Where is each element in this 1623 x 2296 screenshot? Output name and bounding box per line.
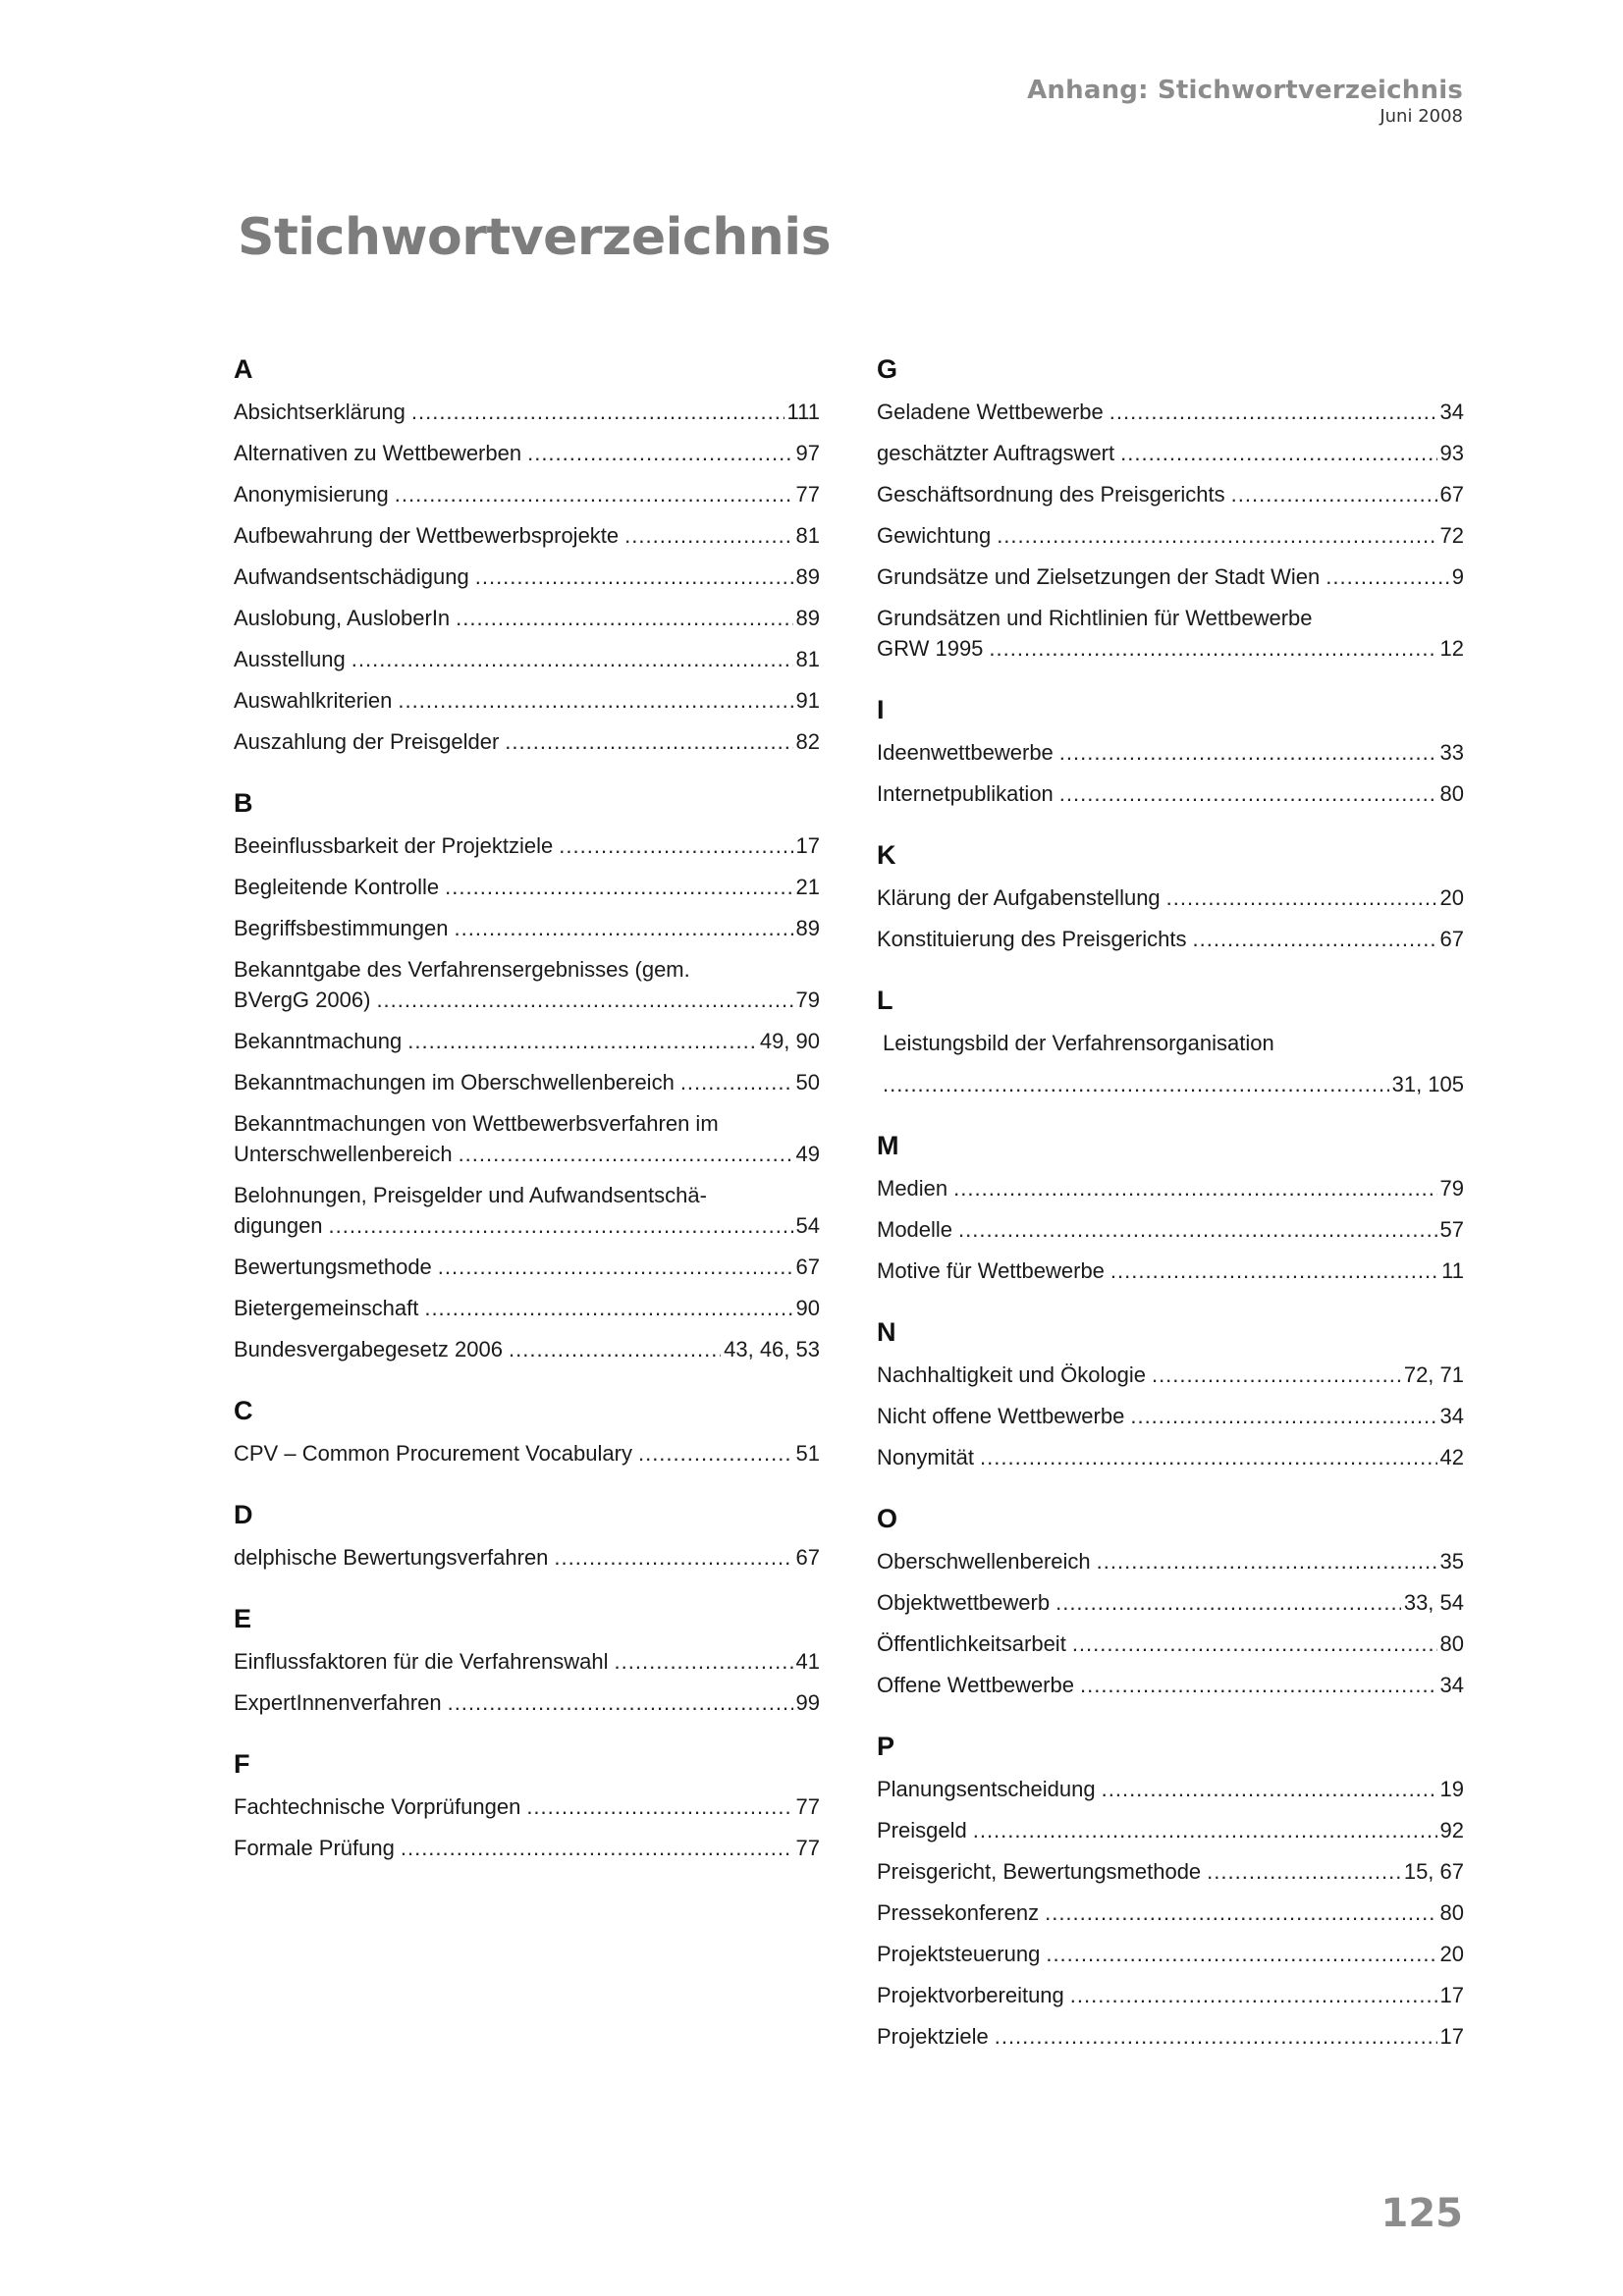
index-page-ref: 92	[1439, 1818, 1464, 1842]
dot-leader	[329, 1210, 793, 1241]
index-letter: N	[877, 1317, 896, 1347]
index-term: geschätzter Auftragswert	[877, 441, 1115, 465]
running-head-title: Anhang: Stichwortverzeichnis	[1027, 76, 1463, 105]
index-page-ref: 82	[795, 729, 820, 754]
index-letter: B	[234, 788, 253, 818]
index-term: Offene Wettbewerbe	[877, 1673, 1074, 1697]
dot-leader	[1070, 1975, 1437, 2016]
dot-leader	[1166, 878, 1437, 919]
index-page-ref: 99	[795, 1690, 820, 1715]
index-term: Bekanntgabe des Verfahrensergebnisses (gem.	[234, 957, 690, 982]
index-entry	[234, 680, 820, 721]
index-entry	[877, 1624, 1464, 1665]
index-term: Nachhaltigkeit und Ökologie	[877, 1362, 1146, 1387]
index-page-ref: 33, 54	[1403, 1590, 1464, 1615]
index-page-ref: 34	[1439, 400, 1464, 424]
dot-leader	[445, 867, 792, 908]
index-entry	[234, 1288, 820, 1329]
index-page-ref: 54	[795, 1213, 820, 1238]
index-page-ref: 79	[795, 988, 820, 1012]
index-term: Bietergemeinschaft	[234, 1296, 419, 1320]
index-page-ref: 81	[795, 647, 820, 671]
index-term: Modelle	[877, 1217, 953, 1242]
index-group-g	[877, 347, 1464, 669]
index-entry	[877, 774, 1464, 815]
dot-leader	[398, 680, 792, 721]
index-term: Ideenwettbewerbe	[877, 740, 1054, 765]
index-entry	[877, 1437, 1464, 1478]
index-entry	[234, 721, 820, 763]
index-term: Geladene Wettbewerbe	[877, 400, 1104, 424]
index-term: Konstituierung des Preisgerichts	[877, 927, 1187, 951]
index-entry	[877, 557, 1464, 598]
index-entry	[877, 2016, 1464, 2057]
index-group-b	[234, 781, 820, 1370]
index-entry	[877, 598, 1464, 669]
index-letter: I	[877, 695, 885, 724]
dot-leader	[401, 1828, 793, 1869]
index-page-ref: 72, 71	[1403, 1362, 1464, 1387]
index-entry	[234, 433, 820, 474]
dot-leader	[505, 721, 792, 763]
index-page-ref: 12	[1439, 636, 1464, 661]
index-term: Klärung der Aufgabenstellung	[877, 885, 1161, 910]
index-term: Grundsätze und Zielsetzungen der Stadt Wien	[877, 564, 1321, 589]
index-letter: D	[234, 1500, 253, 1529]
dot-leader	[509, 1329, 721, 1370]
index-page-ref: 57	[1439, 1217, 1464, 1242]
dot-leader	[1207, 1851, 1401, 1893]
index-term: Motive für Wettbewerbe	[877, 1258, 1105, 1283]
index-entry	[234, 1021, 820, 1062]
index-page-ref: 20	[1439, 885, 1464, 910]
index-term: Aufwandsentschädigung	[234, 564, 469, 589]
index-entry	[234, 1329, 820, 1370]
index-entry	[234, 908, 820, 949]
index-letter: K	[877, 840, 896, 870]
index-column-right	[877, 347, 1464, 2057]
dot-leader	[1055, 1582, 1401, 1624]
index-entry	[877, 1810, 1464, 1851]
index-term: Bundesvergabegesetz 2006	[234, 1337, 503, 1362]
dot-leader	[1045, 1893, 1436, 1934]
index-page-ref: 80	[1439, 1900, 1464, 1925]
index-page-ref: 67	[795, 1255, 820, 1279]
index-entry	[234, 557, 820, 598]
index-group-f	[234, 1742, 820, 1869]
index-page-ref: 51	[795, 1441, 820, 1466]
index-term: Fachtechnische Vorprüfungen	[234, 1794, 521, 1819]
index-term: Auslobung, AusloberIn	[234, 606, 451, 630]
page-title: Stichwortverzeichnis	[238, 208, 832, 267]
dot-leader	[352, 639, 793, 680]
index-group-d	[234, 1493, 820, 1578]
index-term: Objektwettbewerb	[877, 1590, 1051, 1615]
index-page-ref: 41	[795, 1649, 820, 1674]
index-page-ref: 72	[1439, 523, 1464, 548]
running-head	[1027, 75, 1463, 128]
index-entry	[877, 919, 1464, 960]
index-term: CPV – Common Procurement Vocabulary	[234, 1441, 632, 1466]
index-entry-line	[234, 1210, 820, 1241]
index-term: Auszahlung der Preisgelder	[234, 729, 500, 754]
index-page-ref: 17	[795, 833, 820, 858]
index-entry-line	[234, 985, 820, 1015]
index-page-ref: 34	[1439, 1673, 1464, 1697]
index-entry	[877, 1934, 1464, 1975]
index-entry	[234, 515, 820, 557]
index-entry	[234, 1828, 820, 1869]
index-page-ref: 20	[1439, 1942, 1464, 1966]
index-term: Preisgeld	[877, 1818, 967, 1842]
index-letter: L	[877, 986, 893, 1015]
dot-leader	[459, 1139, 793, 1169]
dot-leader	[997, 515, 1436, 557]
dot-leader	[973, 1810, 1437, 1851]
index-entry	[234, 1433, 820, 1474]
index-group-n	[877, 1310, 1464, 1478]
index-entry	[234, 1682, 820, 1724]
index-page-ref: 43, 46, 53	[724, 1337, 820, 1362]
index-term: Formale Prüfung	[234, 1836, 395, 1860]
dot-leader	[407, 1021, 757, 1062]
index-page-ref: 31, 105	[1391, 1072, 1464, 1096]
dot-leader	[638, 1433, 793, 1474]
index-term: Öffentlichkeitsarbeit	[877, 1631, 1066, 1656]
index-entry	[877, 1769, 1464, 1810]
index-page-ref: 67	[1439, 927, 1464, 951]
dot-leader	[680, 1062, 793, 1103]
index-page-ref: 49	[795, 1142, 820, 1166]
index-page-ref: 34	[1439, 1404, 1464, 1428]
index-entry	[234, 474, 820, 515]
dot-leader	[527, 433, 792, 474]
index-group-e	[234, 1597, 820, 1724]
index-term: Medien	[877, 1176, 948, 1201]
index-page-ref: 77	[795, 1794, 820, 1819]
dot-leader	[1120, 433, 1436, 474]
index-page-ref: 50	[795, 1070, 820, 1095]
index-term: Internetpublikation	[877, 781, 1054, 806]
dot-leader	[615, 1641, 793, 1682]
dot-leader	[376, 985, 792, 1015]
index-term: Nonymität	[877, 1445, 975, 1469]
index-entry	[234, 867, 820, 908]
index-entry	[234, 598, 820, 639]
dot-leader	[1059, 774, 1437, 815]
index-term: Ausstellung	[234, 647, 346, 671]
dot-leader	[424, 1288, 792, 1329]
index-term: Pressekonferenz	[877, 1900, 1040, 1925]
index-term: Auswahlkriterien	[234, 688, 393, 713]
index-entry	[877, 1251, 1464, 1292]
index-entry	[234, 1062, 820, 1103]
index-group-a	[234, 347, 820, 763]
index-page-ref: 15, 67	[1403, 1859, 1464, 1884]
index-page-ref: 35	[1439, 1549, 1464, 1574]
index-letter: C	[234, 1396, 253, 1425]
dot-leader	[989, 633, 1436, 664]
index-term: Bewertungsmethode	[234, 1255, 432, 1279]
index-entry	[877, 878, 1464, 919]
index-term: Oberschwellenbereich	[877, 1549, 1091, 1574]
index-page-ref: 67	[795, 1545, 820, 1570]
index-entry	[877, 1023, 1464, 1105]
index-group-i	[877, 688, 1464, 815]
dot-leader	[1097, 1541, 1437, 1582]
dot-leader	[455, 908, 793, 949]
dot-leader	[883, 1064, 1389, 1105]
index-term: Bekanntmachung	[234, 1029, 403, 1053]
index-term: Anonymisierung	[234, 482, 389, 507]
index-entry	[877, 1168, 1464, 1209]
index-page-ref: 79	[1439, 1176, 1464, 1201]
index-letter: M	[877, 1131, 899, 1160]
index-entry	[234, 1103, 820, 1175]
index-group-o	[877, 1497, 1464, 1706]
index-letter: A	[234, 354, 253, 384]
index-entry	[877, 1209, 1464, 1251]
index-letter: P	[877, 1732, 895, 1761]
index-term: Bekanntmachungen im Oberschwellenbereich	[234, 1070, 675, 1095]
index-entry	[877, 474, 1464, 515]
dot-leader	[1109, 392, 1437, 433]
running-head-date: Juni 2008	[1380, 106, 1463, 127]
dot-leader	[438, 1247, 793, 1288]
index-page-ref: 89	[795, 916, 820, 940]
dot-leader	[1325, 557, 1448, 598]
index-entry	[234, 826, 820, 867]
index-entry	[234, 1537, 820, 1578]
index-term-continued: digungen	[234, 1213, 323, 1238]
dot-leader	[1046, 1934, 1436, 1975]
index-entry	[877, 392, 1464, 433]
index-entry	[877, 1851, 1464, 1893]
index-term: Planungsentscheidung	[877, 1777, 1096, 1801]
dot-leader	[624, 515, 792, 557]
dot-leader	[475, 557, 793, 598]
index-page-ref: 93	[1439, 441, 1464, 465]
index-entry	[234, 392, 820, 433]
index-term: Projektziele	[877, 2024, 989, 2049]
index-term: Einflussfaktoren für die Verfahrenswahl	[234, 1649, 609, 1674]
dot-leader	[1102, 1769, 1437, 1810]
index-page-ref: 67	[1439, 482, 1464, 507]
index-term: Alternativen zu Wettbewerben	[234, 441, 522, 465]
index-letter: E	[234, 1604, 252, 1633]
dot-leader	[1193, 919, 1437, 960]
index-entry-line	[877, 633, 1464, 664]
index-group-c	[234, 1389, 820, 1474]
dot-leader	[1110, 1251, 1438, 1292]
index-term-continued: Unterschwellenbereich	[234, 1142, 453, 1166]
index-term: Belohnungen, Preisgelder und Aufwandsentschä-	[234, 1183, 707, 1207]
index-term: Projektvorbereitung	[877, 1983, 1064, 2007]
index-term: Beeinflussbarkeit der Projektziele	[234, 833, 554, 858]
dot-leader	[1072, 1624, 1437, 1665]
index-term-continued: BVergG 2006)	[234, 988, 371, 1012]
index-entry	[234, 1175, 820, 1247]
index-page-ref: 11	[1441, 1258, 1464, 1283]
index-entry	[877, 515, 1464, 557]
index-page-ref: 19	[1439, 1777, 1464, 1801]
dot-leader	[1152, 1355, 1401, 1396]
index-term: Begriffsbestimmungen	[234, 916, 449, 940]
index-entry	[234, 1641, 820, 1682]
dot-leader	[559, 826, 792, 867]
index-term: Bekanntmachungen von Wettbewerbsverfahren im	[234, 1111, 719, 1136]
index-page-ref: 21	[795, 875, 820, 899]
dot-leader	[1231, 474, 1437, 515]
dot-leader	[411, 392, 784, 433]
index-term: ExpertInnenverfahren	[234, 1690, 442, 1715]
index-letter: O	[877, 1504, 898, 1533]
index-letter: F	[234, 1749, 250, 1779]
index-entry-line	[877, 1023, 1464, 1064]
index-entry	[877, 1582, 1464, 1624]
index-group-p	[877, 1725, 1464, 2057]
index-group-m	[877, 1124, 1464, 1292]
index-entry	[234, 949, 820, 1021]
index-entry-line	[877, 1064, 1464, 1105]
index-page-ref: 17	[1439, 2024, 1464, 2049]
index-page-ref: 42	[1439, 1445, 1464, 1469]
index-term: Grundsätzen und Richtlinien für Wettbewerbe	[877, 606, 1313, 630]
index-term: Leistungsbild der Verfahrensorganisation	[883, 1031, 1274, 1055]
dot-leader	[554, 1537, 792, 1578]
index-page-ref: 77	[795, 482, 820, 507]
index-term: delphische Bewertungsverfahren	[234, 1545, 549, 1570]
index-term: Projektsteuerung	[877, 1942, 1041, 1966]
index-page-ref: 97	[795, 441, 820, 465]
dot-leader	[1059, 732, 1437, 774]
index-page-ref: 90	[795, 1296, 820, 1320]
index-page-ref: 81	[795, 523, 820, 548]
index-entry	[877, 1541, 1464, 1582]
index-term: Preisgericht, Bewertungsmethode	[877, 1859, 1202, 1884]
dot-leader	[1130, 1396, 1436, 1437]
index-page-ref: 111	[786, 400, 820, 424]
index-entry	[234, 639, 820, 680]
dot-leader	[1080, 1665, 1437, 1706]
index-entry	[877, 1975, 1464, 2016]
index-page-ref: 77	[795, 1836, 820, 1860]
index-group-l	[877, 979, 1464, 1105]
index-term: Begleitende Kontrolle	[234, 875, 440, 899]
index-entry	[234, 1787, 820, 1828]
index-entry	[877, 1355, 1464, 1396]
index-term: Gewichtung	[877, 523, 992, 548]
dot-leader	[980, 1437, 1436, 1478]
index-entry	[877, 1893, 1464, 1934]
dot-leader	[995, 2016, 1437, 2057]
index-group-k	[877, 833, 1464, 960]
dot-leader	[526, 1787, 792, 1828]
index-entry	[877, 1665, 1464, 1706]
index-page-ref: 91	[795, 688, 820, 713]
index-letter: G	[877, 354, 898, 384]
index-term: Aufbewahrung der Wettbewerbsprojekte	[234, 523, 620, 548]
index-page-ref: 49, 90	[759, 1029, 820, 1053]
dot-leader	[953, 1168, 1436, 1209]
index-entry	[877, 433, 1464, 474]
index-entry-line	[234, 1139, 820, 1169]
index-entry	[877, 1396, 1464, 1437]
index-page-ref: 80	[1439, 1631, 1464, 1656]
dot-leader	[958, 1209, 1436, 1251]
index-term-continued: GRW 1995	[877, 636, 984, 661]
index-column-left	[234, 347, 820, 1869]
page-number: 125	[1380, 2191, 1463, 2236]
index-entry	[877, 732, 1464, 774]
index-page-ref: 89	[795, 606, 820, 630]
index-term: Nicht offene Wettbewerbe	[877, 1404, 1125, 1428]
index-page-ref: 80	[1439, 781, 1464, 806]
index-page-ref: 9	[1451, 564, 1464, 589]
index-page-ref: 33	[1439, 740, 1464, 765]
dot-leader	[395, 474, 793, 515]
index-page-ref: 17	[1439, 1983, 1464, 2007]
index-term: Geschäftsordnung des Preisgerichts	[877, 482, 1225, 507]
index-page-ref: 89	[795, 564, 820, 589]
index-entry	[234, 1247, 820, 1288]
dot-leader	[456, 598, 792, 639]
dot-leader	[448, 1682, 793, 1724]
index-term: Absichtserklärung	[234, 400, 406, 424]
